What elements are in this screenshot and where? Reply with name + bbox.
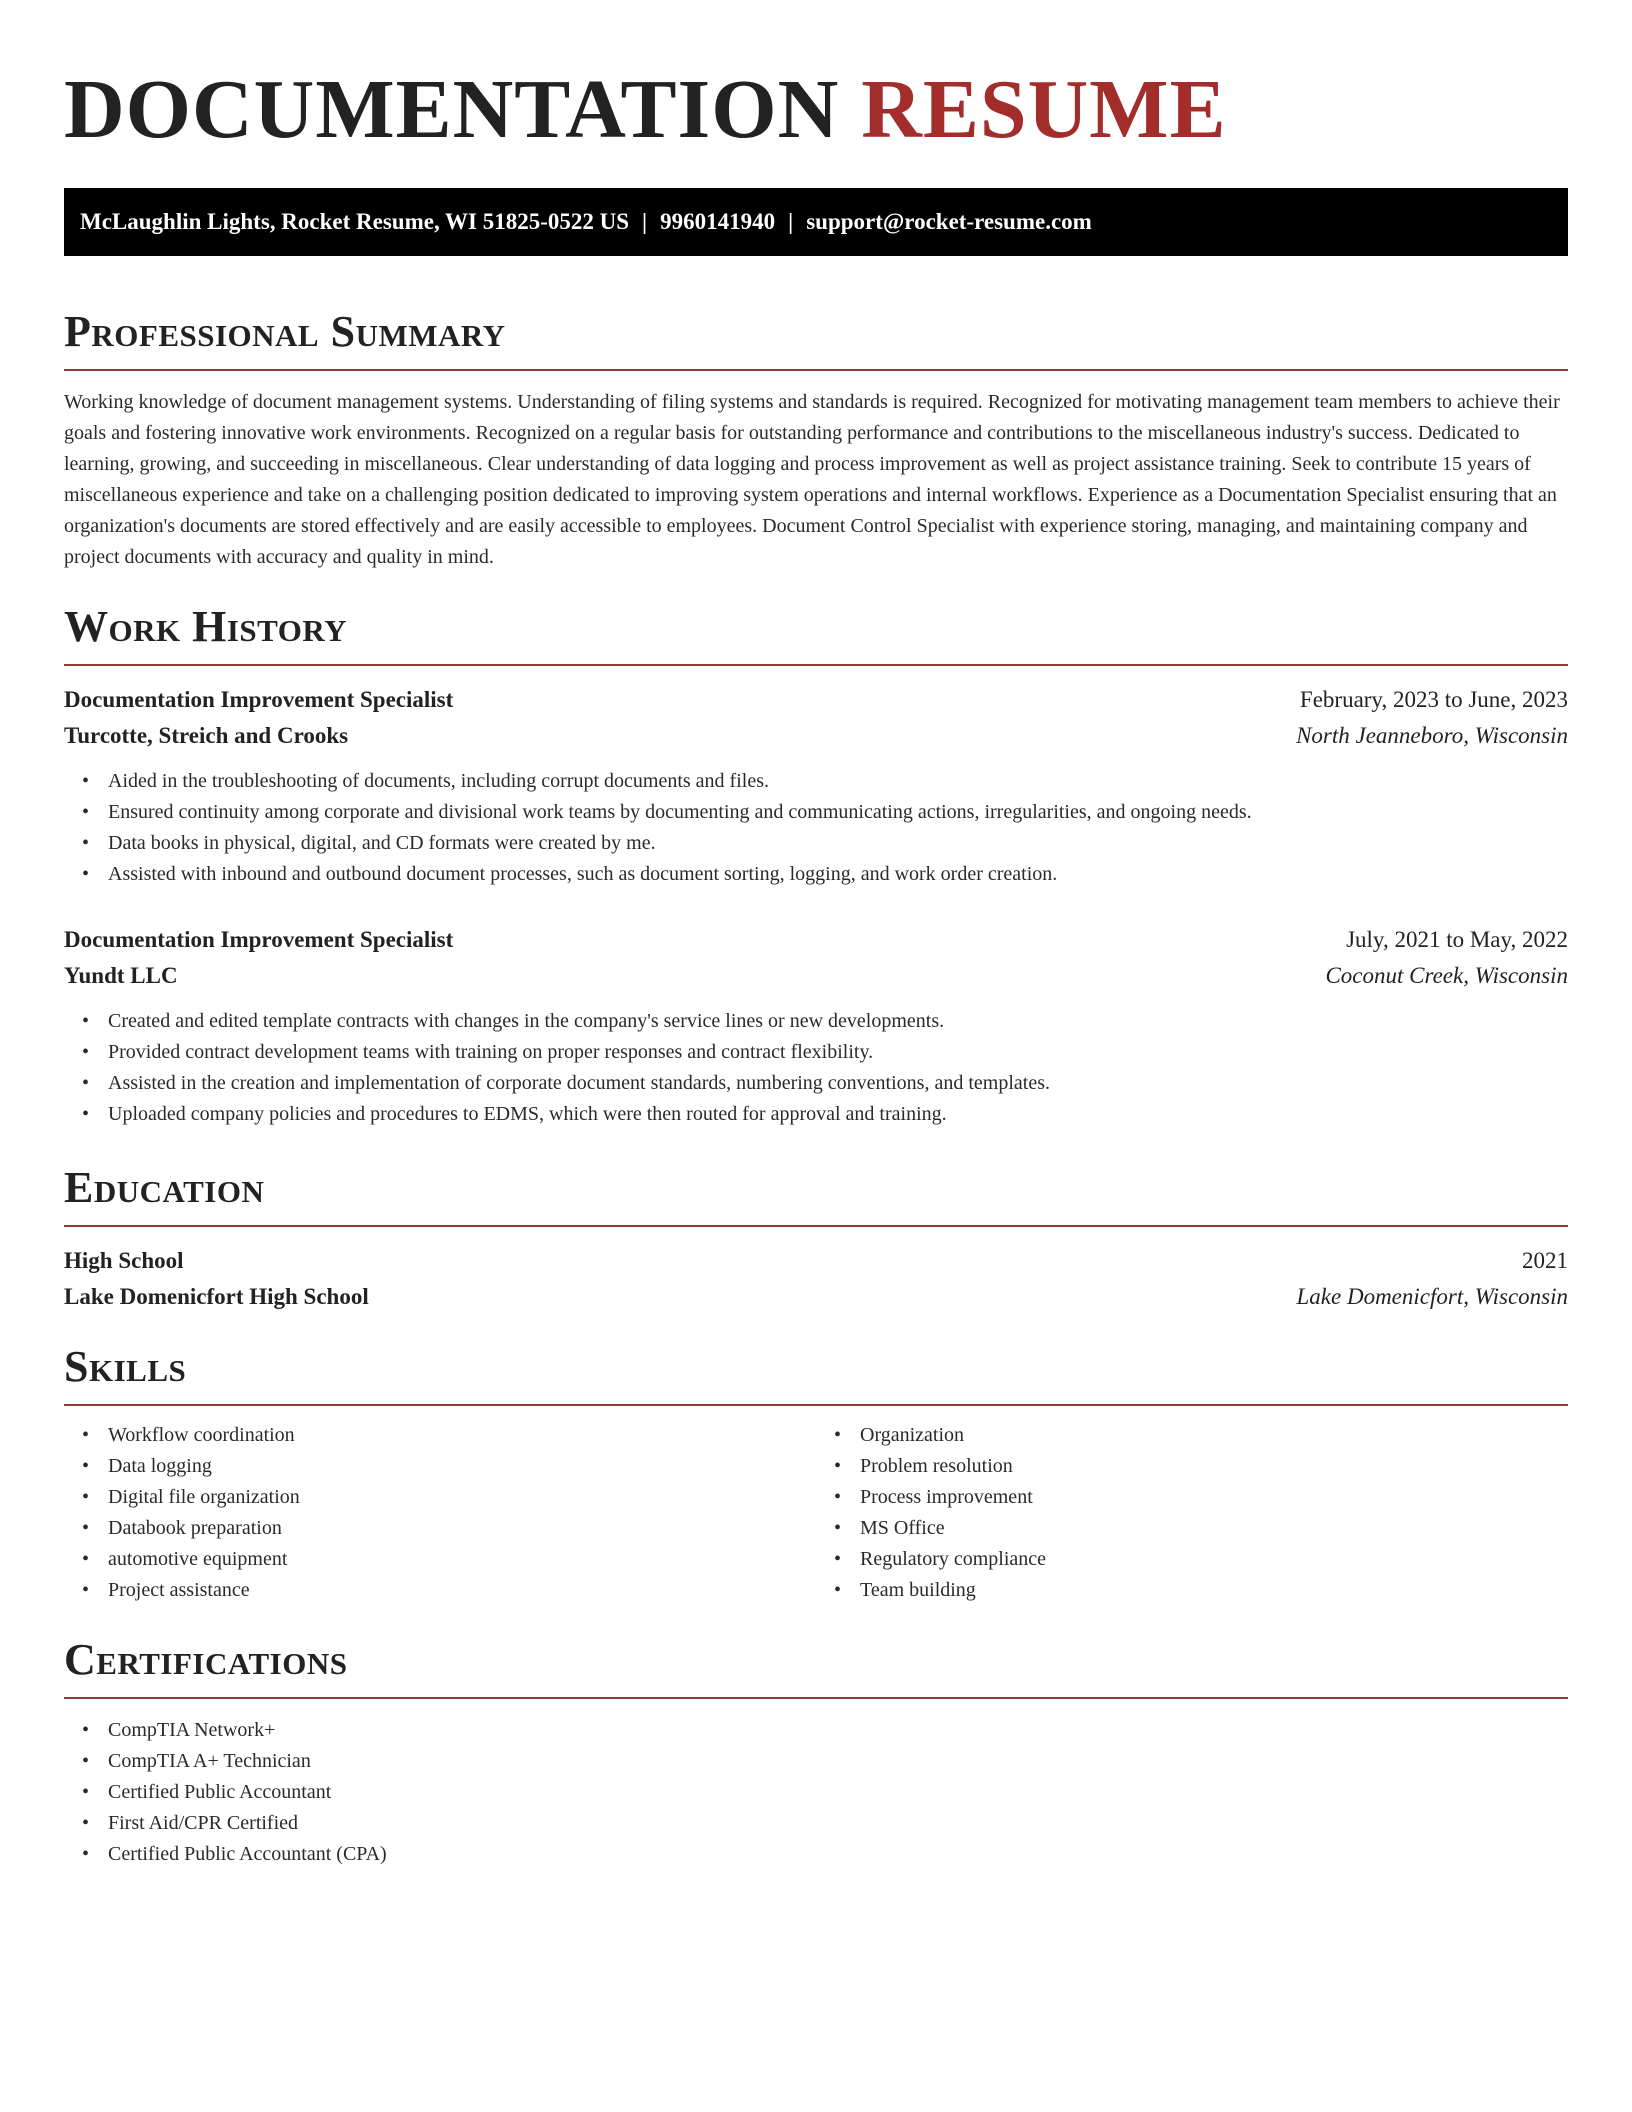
education-entry [64,1245,1568,1313]
bullet-icon: • [834,1486,842,1508]
section-heading-work-history: Work History [64,602,348,651]
contact-bar [64,188,1568,256]
bullet-icon: • [82,1455,90,1477]
job-bullet-text: Assisted with inbound and outbound document processes, such as document sorting, logging, and work order creation. [108,863,1058,885]
job-location: Coconut Creek, Wisconsin [1325,963,1568,988]
certification-item [82,1777,1568,1808]
job-company: Turcotte, Streich and Crooks [64,723,349,748]
section-heading-skills: Skills [64,1342,187,1391]
contact-separator: | [788,209,794,234]
work-history-section [64,601,1568,1130]
job-bullet [82,1068,1568,1099]
skill-item [834,1451,1568,1482]
certification-text: CompTIA Network+ [108,1719,276,1741]
bullet-icon: • [82,1424,90,1446]
certification-item [82,1839,1568,1870]
skill-item [82,1513,816,1544]
skill-text: Digital file organization [108,1486,300,1508]
education-degree: High School [64,1248,184,1273]
skill-item [82,1575,816,1606]
bullet-icon: • [82,770,90,792]
job-title: Documentation Improvement Specialist [64,687,454,712]
certifications-list [64,1715,1568,1870]
job-company: Yundt LLC [64,963,178,988]
skill-text: Problem resolution [860,1455,1013,1477]
bullet-icon: • [834,1424,842,1446]
job-title: Documentation Improvement Specialist [64,927,454,952]
bullet-icon: • [82,1010,90,1032]
education-location: Lake Domenicfort, Wisconsin [1296,1284,1568,1309]
job-bullet [82,1099,1568,1130]
job-bullet-text: Ensured continuity among corporate and divisional work teams by documenting and communicating actions, irregularities, and ongoing needs. [108,801,1252,823]
certification-text: First Aid/CPR Certified [108,1812,299,1834]
job-dates: July, 2021 to May, 2022 [1346,927,1568,952]
skill-item [82,1451,816,1482]
certification-text: Certified Public Accountant [108,1781,332,1803]
skill-item [834,1575,1568,1606]
resume-title [64,52,1568,160]
education-school: Lake Domenicfort High School [64,1284,369,1309]
certifications-section [64,1634,1568,1870]
section-heading-education: Education [64,1163,265,1212]
skills-section [64,1341,1568,1606]
job-bullet-text: Provided contract development teams with training on proper responses and contract flexibility. [108,1041,874,1063]
bullet-icon: • [82,832,90,854]
bullet-icon: • [82,1103,90,1125]
education-section [64,1162,1568,1313]
skill-item [82,1420,816,1451]
skills-grid [64,1420,1568,1606]
skill-text: MS Office [860,1517,945,1539]
contact-separator: | [642,209,648,234]
skill-item [82,1482,816,1513]
bullet-icon: • [82,1750,90,1772]
section-heading-certifications: Certifications [64,1635,348,1684]
bullet-icon: • [82,1579,90,1601]
job-bullet-list [64,766,1568,890]
section-divider [64,1225,1568,1227]
bullet-icon: • [834,1579,842,1601]
job-location: North Jeanneboro, Wisconsin [1296,723,1568,748]
education-year: 2021 [1522,1248,1568,1273]
job-bullet-text: Aided in the troubleshooting of documents, including corrupt documents and files. [108,770,769,792]
bullet-icon: • [82,1072,90,1094]
skill-item [82,1544,816,1575]
resume-title-part1: DOCUMENTATION [64,63,840,156]
skill-item [834,1544,1568,1575]
bullet-icon: • [82,1719,90,1741]
job-bullet-list [64,1006,1568,1130]
bullet-icon: • [834,1548,842,1570]
skills-list-left [64,1420,816,1606]
bullet-icon: • [82,1781,90,1803]
contact-phone: 9960141940 [660,209,776,234]
bullet-icon: • [82,1843,90,1865]
certification-item [82,1715,1568,1746]
skill-item [834,1482,1568,1513]
certification-item [82,1746,1568,1777]
skill-text: Workflow coordination [108,1424,295,1446]
skill-text: Project assistance [108,1579,250,1601]
skill-text: Regulatory compliance [860,1548,1047,1570]
section-divider [64,369,1568,371]
summary-text: Working knowledge of document management systems. Understanding of filing systems and standards is required. Recognized for motivating management team members to achieve their goals and fostering innovative work environments. Recognized on a regular basis for outstanding performance and contributions to the miscellaneous industry's success. Dedicated to learning, growing, and succeeding in miscellaneous. Clear understanding of data logging and process improvement as well as project assistance training. Seek to contribute 15 years of miscellaneous experience and take on a challenging position dedicated to improving system operations and internal workflows. Experience as a Documentation Specialist ensuring that an organization's documents are stored effectively and are easily accessible to employees. Document Control Specialist with experience storing, managing, and maintaining company and project documents with accuracy and quality in mind. [64,391,1560,568]
bullet-icon: • [834,1517,842,1539]
job-bullet [82,828,1568,859]
skill-text: Data logging [108,1455,212,1477]
skill-text: Process improvement [860,1486,1033,1508]
section-divider [64,664,1568,666]
job-entry [64,684,1568,890]
skill-text: Team building [860,1579,976,1601]
job-bullet-text: Uploaded company policies and procedures to EDMS, which were then routed for approval and training. [108,1103,947,1125]
bullet-icon: • [834,1455,842,1477]
job-bullet-text: Data books in physical, digital, and CD formats were created by me. [108,832,656,854]
certification-item [82,1808,1568,1839]
job-entry [64,924,1568,1130]
resume-title-part2: RESUME [861,63,1227,156]
section-divider [64,1404,1568,1406]
bullet-icon: • [82,801,90,823]
bullet-icon: • [82,1548,90,1570]
section-heading-summary: Professional Summary [64,307,506,356]
certification-text: Certified Public Accountant (CPA) [108,1843,387,1865]
job-bullet-text: Assisted in the creation and implementation of corporate document standards, numbering conventions, and templates. [108,1072,1050,1094]
bullet-icon: • [82,1812,90,1834]
job-bullet [82,859,1568,890]
section-divider [64,1697,1568,1699]
job-bullet [82,766,1568,797]
contact-email: support@rocket-resume.com [806,209,1092,234]
professional-summary-section [64,306,1568,573]
contact-address: McLaughlin Lights, Rocket Resume, WI 51825-0522 US [80,209,630,234]
skill-text: automotive equipment [108,1548,288,1570]
skill-text: Organization [860,1424,965,1446]
job-bullet [82,1006,1568,1037]
bullet-icon: • [82,1486,90,1508]
skill-item [834,1513,1568,1544]
bullet-icon: • [82,863,90,885]
bullet-icon: • [82,1041,90,1063]
certification-text: CompTIA A+ Technician [108,1750,311,1772]
bullet-icon: • [82,1517,90,1539]
skills-list-right [816,1420,1568,1606]
job-bullet [82,1037,1568,1068]
skill-item [834,1420,1568,1451]
job-bullet-text: Created and edited template contracts with changes in the company's service lines or new developments. [108,1010,945,1032]
job-bullet [82,797,1568,828]
job-dates: February, 2023 to June, 2023 [1299,687,1568,712]
skill-text: Databook preparation [108,1517,282,1539]
